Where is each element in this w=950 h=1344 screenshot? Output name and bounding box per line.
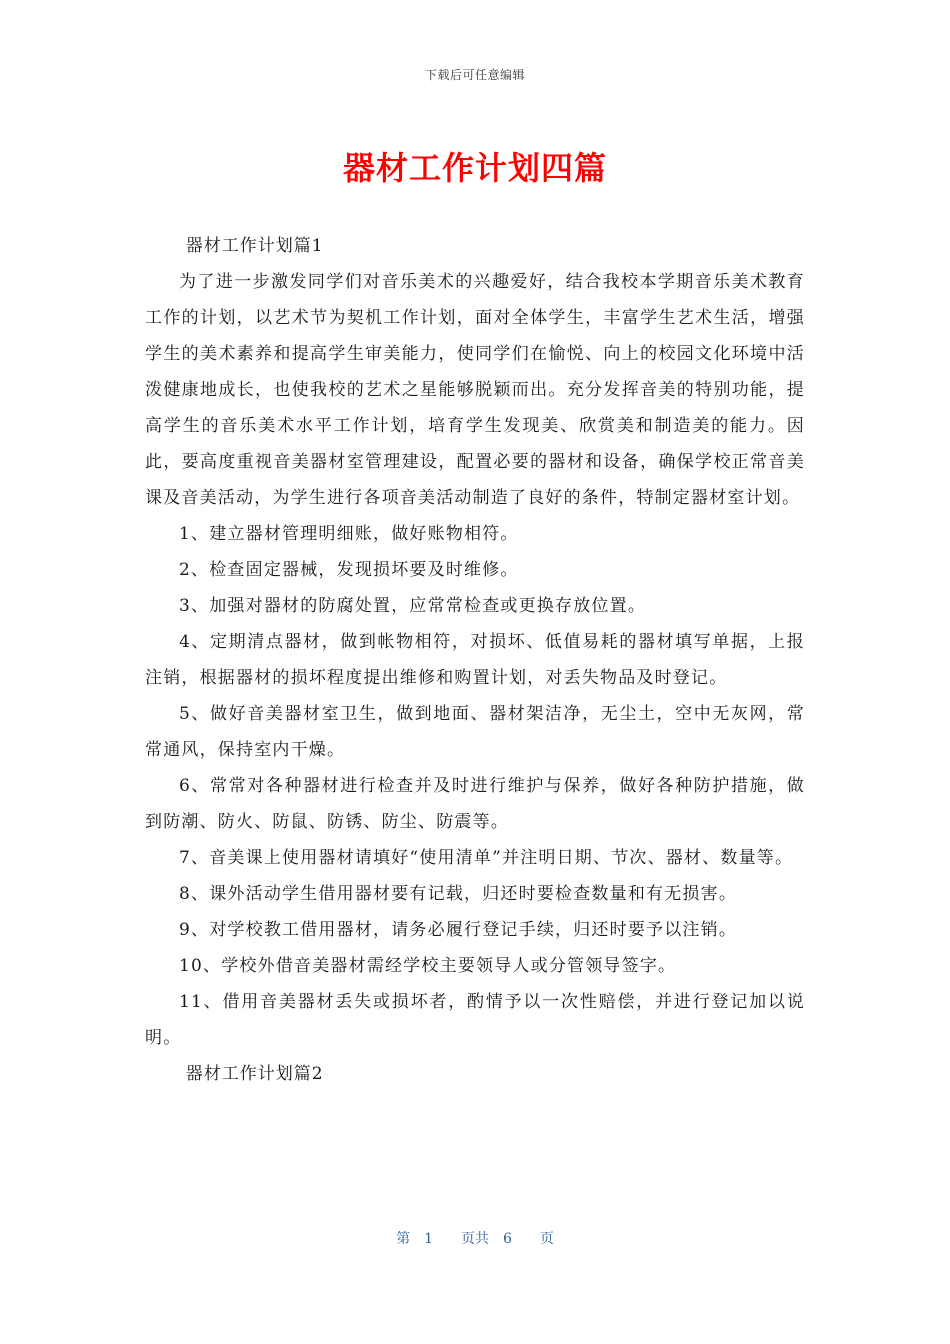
- footer-middle: 页共: [461, 1231, 489, 1247]
- section-heading: 器材工作计划篇1: [185, 236, 324, 256]
- list-item: 9、对学校教工借用器材，请务必履行登记手续，归还时要予以注销。: [179, 920, 738, 940]
- list-item: 3、加强对器材的防腐处置，应常常检查或更换存放位置。: [179, 596, 647, 616]
- list-item: 6、常常对各种器材进行检查并及时进行维护与保养，做好各种防护措施，做到防潮、防火、防鼠、防锈、防尘、防震等。: [145, 776, 805, 832]
- list-item: 5、做好音美器材室卫生，做到地面、器材架洁净，无尘土，空中无灰网，常常通风，保持室内干燥。: [145, 704, 805, 760]
- list-item: 2、检查固定器械，发现损坏要及时维修。: [179, 560, 519, 580]
- footer-suffix: 页: [539, 1231, 554, 1247]
- total-pages-number: 6: [503, 1231, 512, 1247]
- list-item: 1、建立器材管理明细账，做好账物相符。: [179, 524, 519, 544]
- current-page-number: 1: [424, 1231, 433, 1247]
- document-title: 器材工作计划四篇: [342, 149, 607, 187]
- list-item: 8、课外活动学生借用器材要有记载，归还时要检查数量和有无损害。: [179, 884, 738, 904]
- intro-paragraph: 为了进一步激发同学们对音乐美术的兴趣爱好，结合我校本学期音乐美术教育工作的计划，以艺术节为契机工作计划，面对全体学生，丰富学生艺术生活，增强学生的美术素养和提高学生审美能力，使同学们在愉悦、向上的校园文化环境中活泼健康地成长，也使我校的艺术之星能够脱颖而出。充分发挥音美的特别功能，提高学生的音乐美术水平工作计划，培育学生发现美、欣赏美和制造美的能力。因此，要高度重视音美器材室管理建设，配置必要的器材和设备，确保学校正常音美课及音美活动，为学生进行各项音美活动制造了良好的条件，特制定器材室计划。: [145, 272, 805, 508]
- document-body: [145, 228, 805, 1092]
- list-item: 7、音美课上使用器材请填好“使用清单”并注明日期、节次、器材、数量等。: [179, 848, 794, 868]
- header-note: 下载后可任意编辑: [424, 68, 525, 82]
- list-item: 4、定期清点器材，做到帐物相符，对损坏、低值易耗的器材填写单据，上报注销，根据器材的损坏程度提出维修和购置计划，对丢失物品及时登记。: [145, 632, 805, 688]
- footer-prefix: 第: [396, 1231, 411, 1247]
- list-item: 11、借用音美器材丢失或损坏者，酌情予以一次性赔偿，并进行登记加以说明。: [145, 992, 805, 1048]
- page-footer: [0, 1228, 950, 1248]
- section-heading: 器材工作计划篇2: [185, 1064, 324, 1084]
- list-item: 10、学校外借音美器材需经学校主要领导人或分管领导签字。: [179, 956, 677, 976]
